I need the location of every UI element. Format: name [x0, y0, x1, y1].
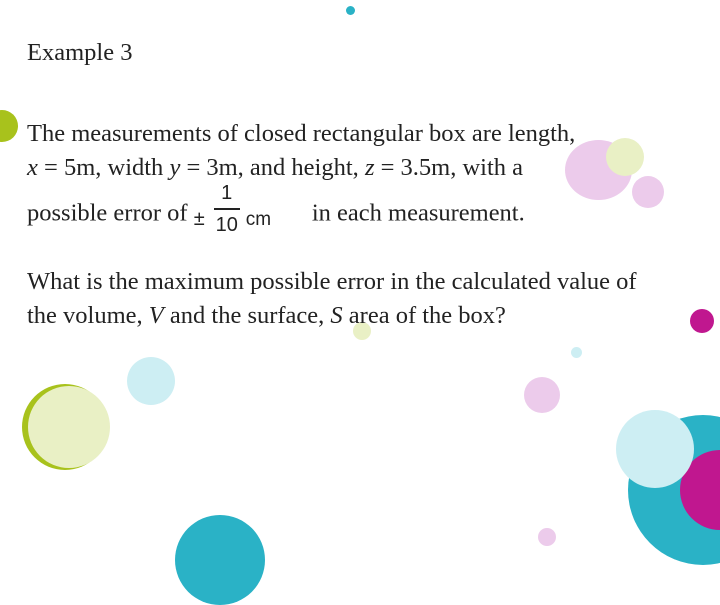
- decor-dot-top: [346, 6, 355, 15]
- fraction-denominator: 10: [215, 213, 238, 236]
- decor-circle-teal-bottom: [175, 515, 265, 605]
- var-z: z: [364, 154, 375, 181]
- z-value-text: = 3.5m, with a: [374, 154, 524, 181]
- decor-circle-lime-big: [28, 386, 110, 468]
- decor-dot-magenta: [690, 309, 714, 333]
- slide-title: Example 3: [27, 39, 133, 66]
- var-s: S: [330, 302, 343, 329]
- decor-dot-cyan-small: [571, 347, 582, 358]
- fraction-numerator: 1: [221, 182, 233, 204]
- y-value-text: = 3m, and height,: [180, 154, 365, 181]
- problem-statement: [27, 117, 707, 245]
- decor-dot-purple-bottom: [538, 528, 556, 546]
- decor-circle-cyan-mid: [127, 357, 175, 405]
- statement-line-1: The measurements of closed rectangular box are length,: [27, 120, 576, 147]
- x-value-text: = 5m, width: [37, 154, 170, 181]
- question-part-2: and the surface,: [163, 302, 331, 329]
- var-v: V: [148, 302, 164, 329]
- decor-circle-green-left: [0, 110, 18, 142]
- plus-minus-sign: ±: [193, 208, 205, 230]
- question-part-3: area of the box?: [342, 302, 506, 329]
- var-x: x: [27, 154, 38, 181]
- error-fraction: [214, 182, 240, 236]
- statement-line-3-start: possible error of: [27, 199, 188, 227]
- var-y: y: [169, 154, 181, 181]
- statement-line-3-end: in each measurement.: [311, 199, 525, 227]
- question-part-1: What is the maximum possible error in the calculated value of the volume,: [27, 268, 637, 329]
- decor-circle-pink-mid: [524, 377, 560, 413]
- fraction-bar: [214, 208, 240, 210]
- error-unit: cm: [245, 209, 272, 230]
- question: [27, 265, 667, 333]
- decor-circle-lightcyan-bottom-right: [616, 410, 694, 488]
- error-formula: [194, 182, 306, 242]
